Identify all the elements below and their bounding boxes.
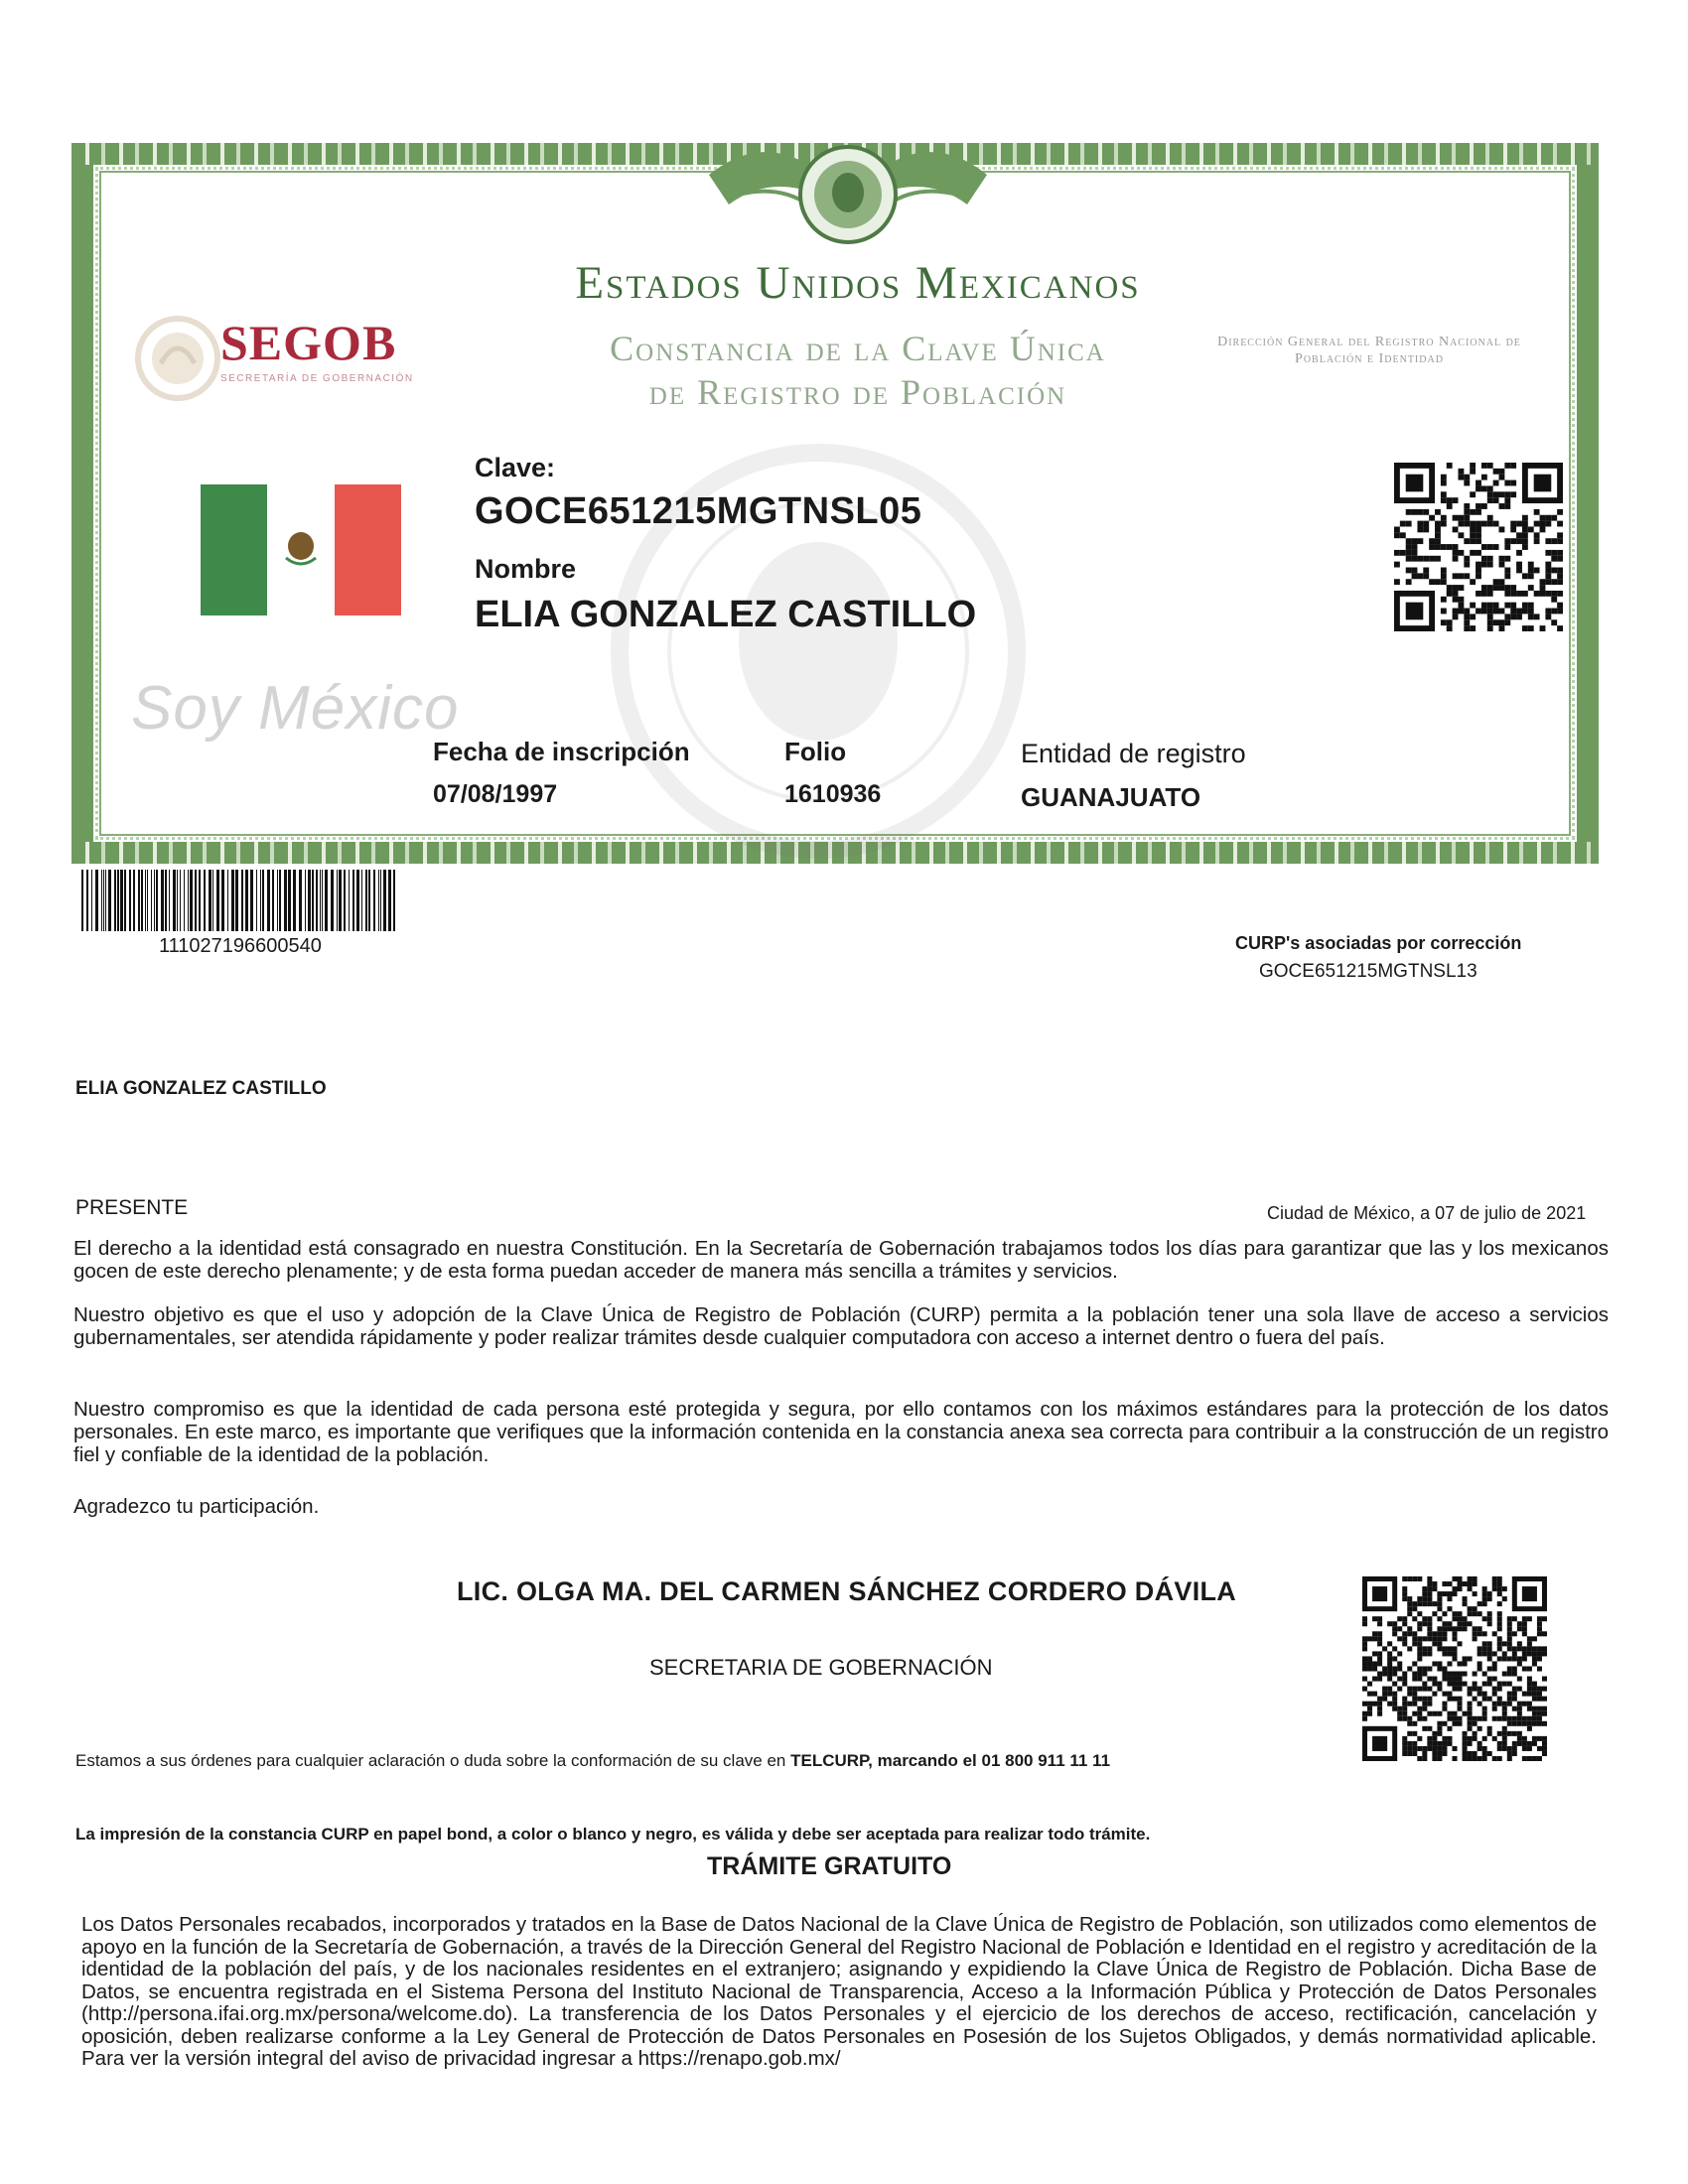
recipient-name: ELIA GONZALEZ CASTILLO — [75, 1078, 327, 1099]
curp-certificate-card — [71, 143, 1599, 864]
privacy-notice: Los Datos Personales recabados, incorporados y tratados en la Base de Datos Nacional de la Clave Única de Registro de Población, son utilizados como elementos de apoyo en la función de la Secretaría de Gobernación, a través de la Dirección General del Registro Nacional de Población e Identidad en el registro y acreditación de la identidad de la población del país, y de los nacionales residentes en el extranjero; asignando y expidiendo la Clave Única de Registro de Población. Dicha Base de Datos, se encuentra registrada en el Sistema Persona del Instituto Nacional de Transparencia, Acceso a la Información Pública y Protección de Datos Personales (http://persona.ifai.org.mx/persona/welcome.do). La transferencia de los Datos Personales y el ejercicio de los derechos de acceso, rectificación, cancelación y oposición, deben realizarse conforme a la Ley General de Protección de Datos Personales en Posesión de los Sujetos Obligados, y demás normatividad aplicable. Para ver la versión integral del aviso de privacidad ingresar a https://renapo.gob.mx/ — [81, 1913, 1597, 2070]
barcode-number: 111027196600540 — [159, 935, 322, 957]
document-title-line-2: de Registro de Población — [648, 372, 1067, 412]
signatory-name: LIC. OLGA MA. DEL CARMEN SÁNCHEZ CORDERO DÁVILA — [457, 1576, 1237, 1606]
segob-logo-text: SEGOB — [220, 315, 397, 370]
qr-code-icon — [1394, 463, 1563, 631]
segob-subtitle: SECRETARÍA DE GOBERNACIÓN — [220, 373, 414, 384]
soy-mexico-slogan: Soy México — [131, 674, 460, 743]
country-title: Estados Unidos Mexicanos — [575, 257, 1141, 309]
tramite-gratuito: TRÁMITE GRATUITO — [707, 1852, 952, 1880]
signatory-title: SECRETARIA DE GOBERNACIÓN — [649, 1655, 993, 1680]
segob-seal-icon — [133, 314, 222, 403]
folio-label: Folio — [784, 737, 847, 766]
contact-note — [75, 1751, 1110, 1771]
contact-note-text: Estamos a sus órdenes para cualquier aclaración o duda sobre la conformación de su clave en — [75, 1751, 791, 1770]
nombre-label: Nombre — [475, 554, 577, 584]
curp-value: GOCE651215MGTNSL05 — [475, 490, 922, 532]
qr-code-icon — [1362, 1576, 1547, 1761]
curp-asociadas-value: GOCE651215MGTNSL13 — [1259, 961, 1477, 982]
curp-asociadas-label: CURP's asociadas por corrección — [1235, 933, 1522, 953]
telcurp-phone: TELCURP, marcando el 01 800 911 11 11 — [790, 1751, 1111, 1770]
letter-closing: Agradezco tu participación. — [73, 1495, 320, 1518]
document-title-line-1: Constancia de la Clave Única — [610, 329, 1106, 368]
presente-label: PRESENTE — [75, 1196, 189, 1219]
direccion-general-text: Dirección General del Registro Nacional de Población e Identidad — [1217, 335, 1521, 366]
coat-of-arms-icon — [699, 135, 997, 254]
clave-label: Clave: — [475, 453, 556, 482]
fecha-inscripcion-label: Fecha de inscripción — [433, 737, 690, 766]
mexico-flag-icon — [201, 484, 401, 615]
entidad-registro-label: Entidad de registro — [1021, 739, 1246, 768]
letter-paragraph: Nuestro objetivo es que el uso y adopción de la Clave Única de Registro de Población (CURP) permita a la población tener una sola llave de acceso a servicios gubernamentales, ser atendida rápidamente y poder realizar trámites desde cualquier computadora con acceso a internet dentro o fuera del país. — [73, 1303, 1609, 1349]
fecha-inscripcion-value: 07/08/1997 — [433, 780, 558, 808]
letter-paragraph: El derecho a la identidad está consagrado en nuestra Constitución. En la Secretaría de Gobernación trabajamos todos los días para garantizar que las y los mexicanos gocen de este derecho plenamente; y de esta forma puedan acceder de manera más sencilla a trámites y servicios. — [73, 1237, 1609, 1283]
entidad-registro-value: GUANAJUATO — [1021, 782, 1201, 812]
place-date: Ciudad de México, a 07 de julio de 2021 — [1267, 1203, 1587, 1223]
coat-of-arms-watermark-icon — [560, 413, 1076, 880]
folio-value: 1610936 — [784, 780, 882, 808]
letter-paragraph: Nuestro compromiso es que la identidad de cada persona esté protegida y segura, por ello contamos con los máximos estándares para la protección de los datos personales. En este marco, es importante que verifiques que la información contenida en la constancia anexa sea correcta para contribuir a la construcción de un registro fiel y confiable de la identidad de la población. — [73, 1398, 1609, 1466]
nombre-value: ELIA GONZALEZ CASTILLO — [475, 594, 977, 635]
barcode-icon — [81, 870, 399, 931]
print-validity-note: La impresión de la constancia CURP en papel bond, a color o blanco y negro, es válida y debe ser aceptada para realizar todo trámite. — [75, 1825, 1151, 1843]
